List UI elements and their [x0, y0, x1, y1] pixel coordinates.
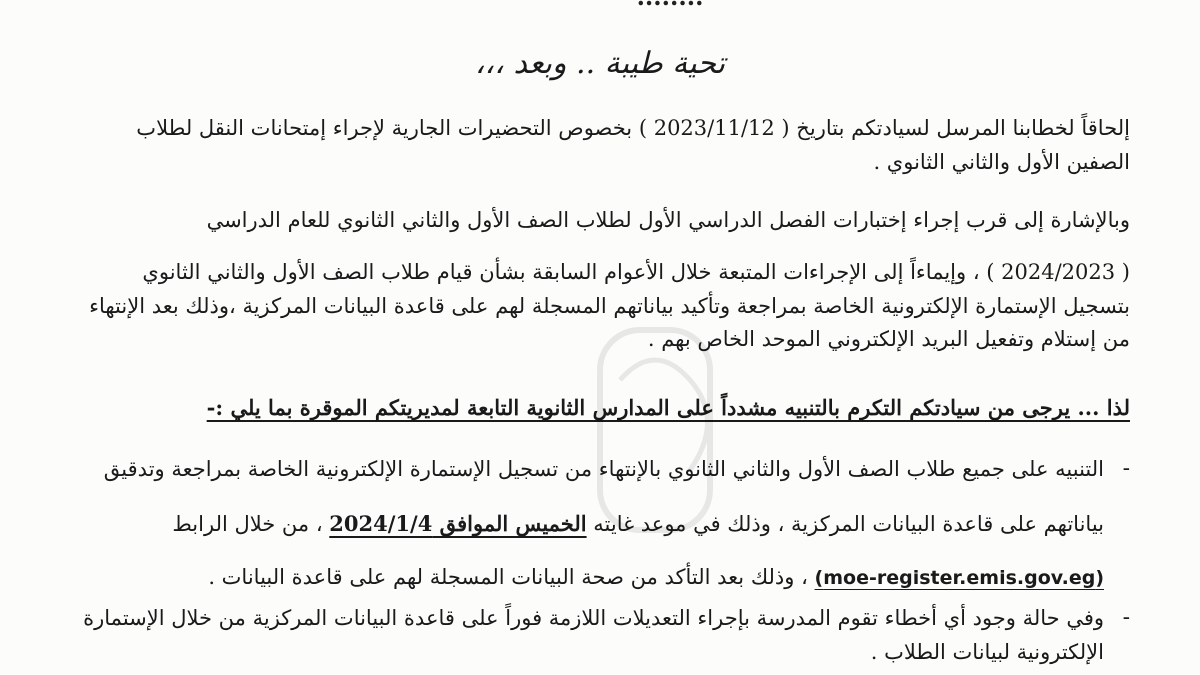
bullet-1-line-3 [105, 562, 1104, 593]
greeting: تحية طيبة .. وبعد ،،، [474, 46, 726, 81]
paragraph-1-line-2: الصفين الأول والثاني الثانوي . [873, 150, 1130, 174]
paragraph-2-line-2: ( 2024/2023 ) ، وإيماءاً إلى الإجراءات المتبعة خلال الأعوام السابقة بشأن قيام طلاب الصف الأول والثاني الثانوي [142, 260, 1130, 284]
paragraph-1-line-1: إلحاقاً لخطابنا المرسل لسيادتكم بتاريخ ( 2023/11/12 ) بخصوص التحضيرات الجارية لإجراء إمتحانات النقل لطلاب [136, 116, 1130, 140]
bullet-1-line-3-text: ، وذلك بعد التأكد من صحة البيانات المسجلة لهم على قاعدة البيانات . [208, 565, 815, 589]
request-heading: لذا ... يرجى من سيادتكم التكرم بالتنبيه مشدداً على المدارس الثانوية التابعة لمديريتكم الموقرة بما يلي :- [206, 395, 1130, 420]
bullet-2-line-1: وفي حالة وجود أي أخطاء تقوم المدرسة بإجراء التعديلات اللازمة فوراً على قاعدة البيانات المركزية من خلال الإستمارة [83, 606, 1104, 630]
paragraph-2-line-1: وبالإشارة إلى قرب إجراء إختبارات الفصل الدراسي الأول لطلاب الصف الأول والثاني الثانوي للعام الدراسي [206, 208, 1130, 232]
bullet-1-line-2-tail: ، من خلال الرابط [172, 512, 330, 536]
bullet-2-dash: - [1122, 605, 1130, 630]
bullet-1-line-2 [105, 509, 1104, 539]
bullet-1-dash: - [1122, 456, 1130, 481]
deadline-date: الخميس الموافق 2024/1/4 [329, 511, 587, 536]
cut-off-header-line [520, 0, 820, 12]
paragraph-2-line-3: بتسجيل الإستمارة الإلكترونية الخاصة بمراجعة وتأكيد بياناتهم المسجلة لهم على قاعدة البيانات المركزية ،وذلك بعد الإنتهاء [89, 294, 1130, 318]
bullet-1-line-1: التنبيه على جميع طلاب الصف الأول والثاني الثانوي بالإنتهاء من تسجيل الإستمارة الإلكترونية الخاصة بمراجعة وتدقيق [103, 457, 1104, 481]
paragraph-2-line-4: من إستلام وتفعيل البريد الإلكتروني الموحد الخاص بهم . [647, 327, 1130, 351]
bullet-2-line-2: الإلكترونية لبيانات الطلاب . [870, 640, 1104, 664]
bullet-1-line-2-text: بياناتهم على قاعدة البيانات المركزية ، وذلك في موعد غايته [586, 512, 1104, 536]
registration-link[interactable]: (moe-register.emis.gov.eg) [814, 567, 1104, 589]
